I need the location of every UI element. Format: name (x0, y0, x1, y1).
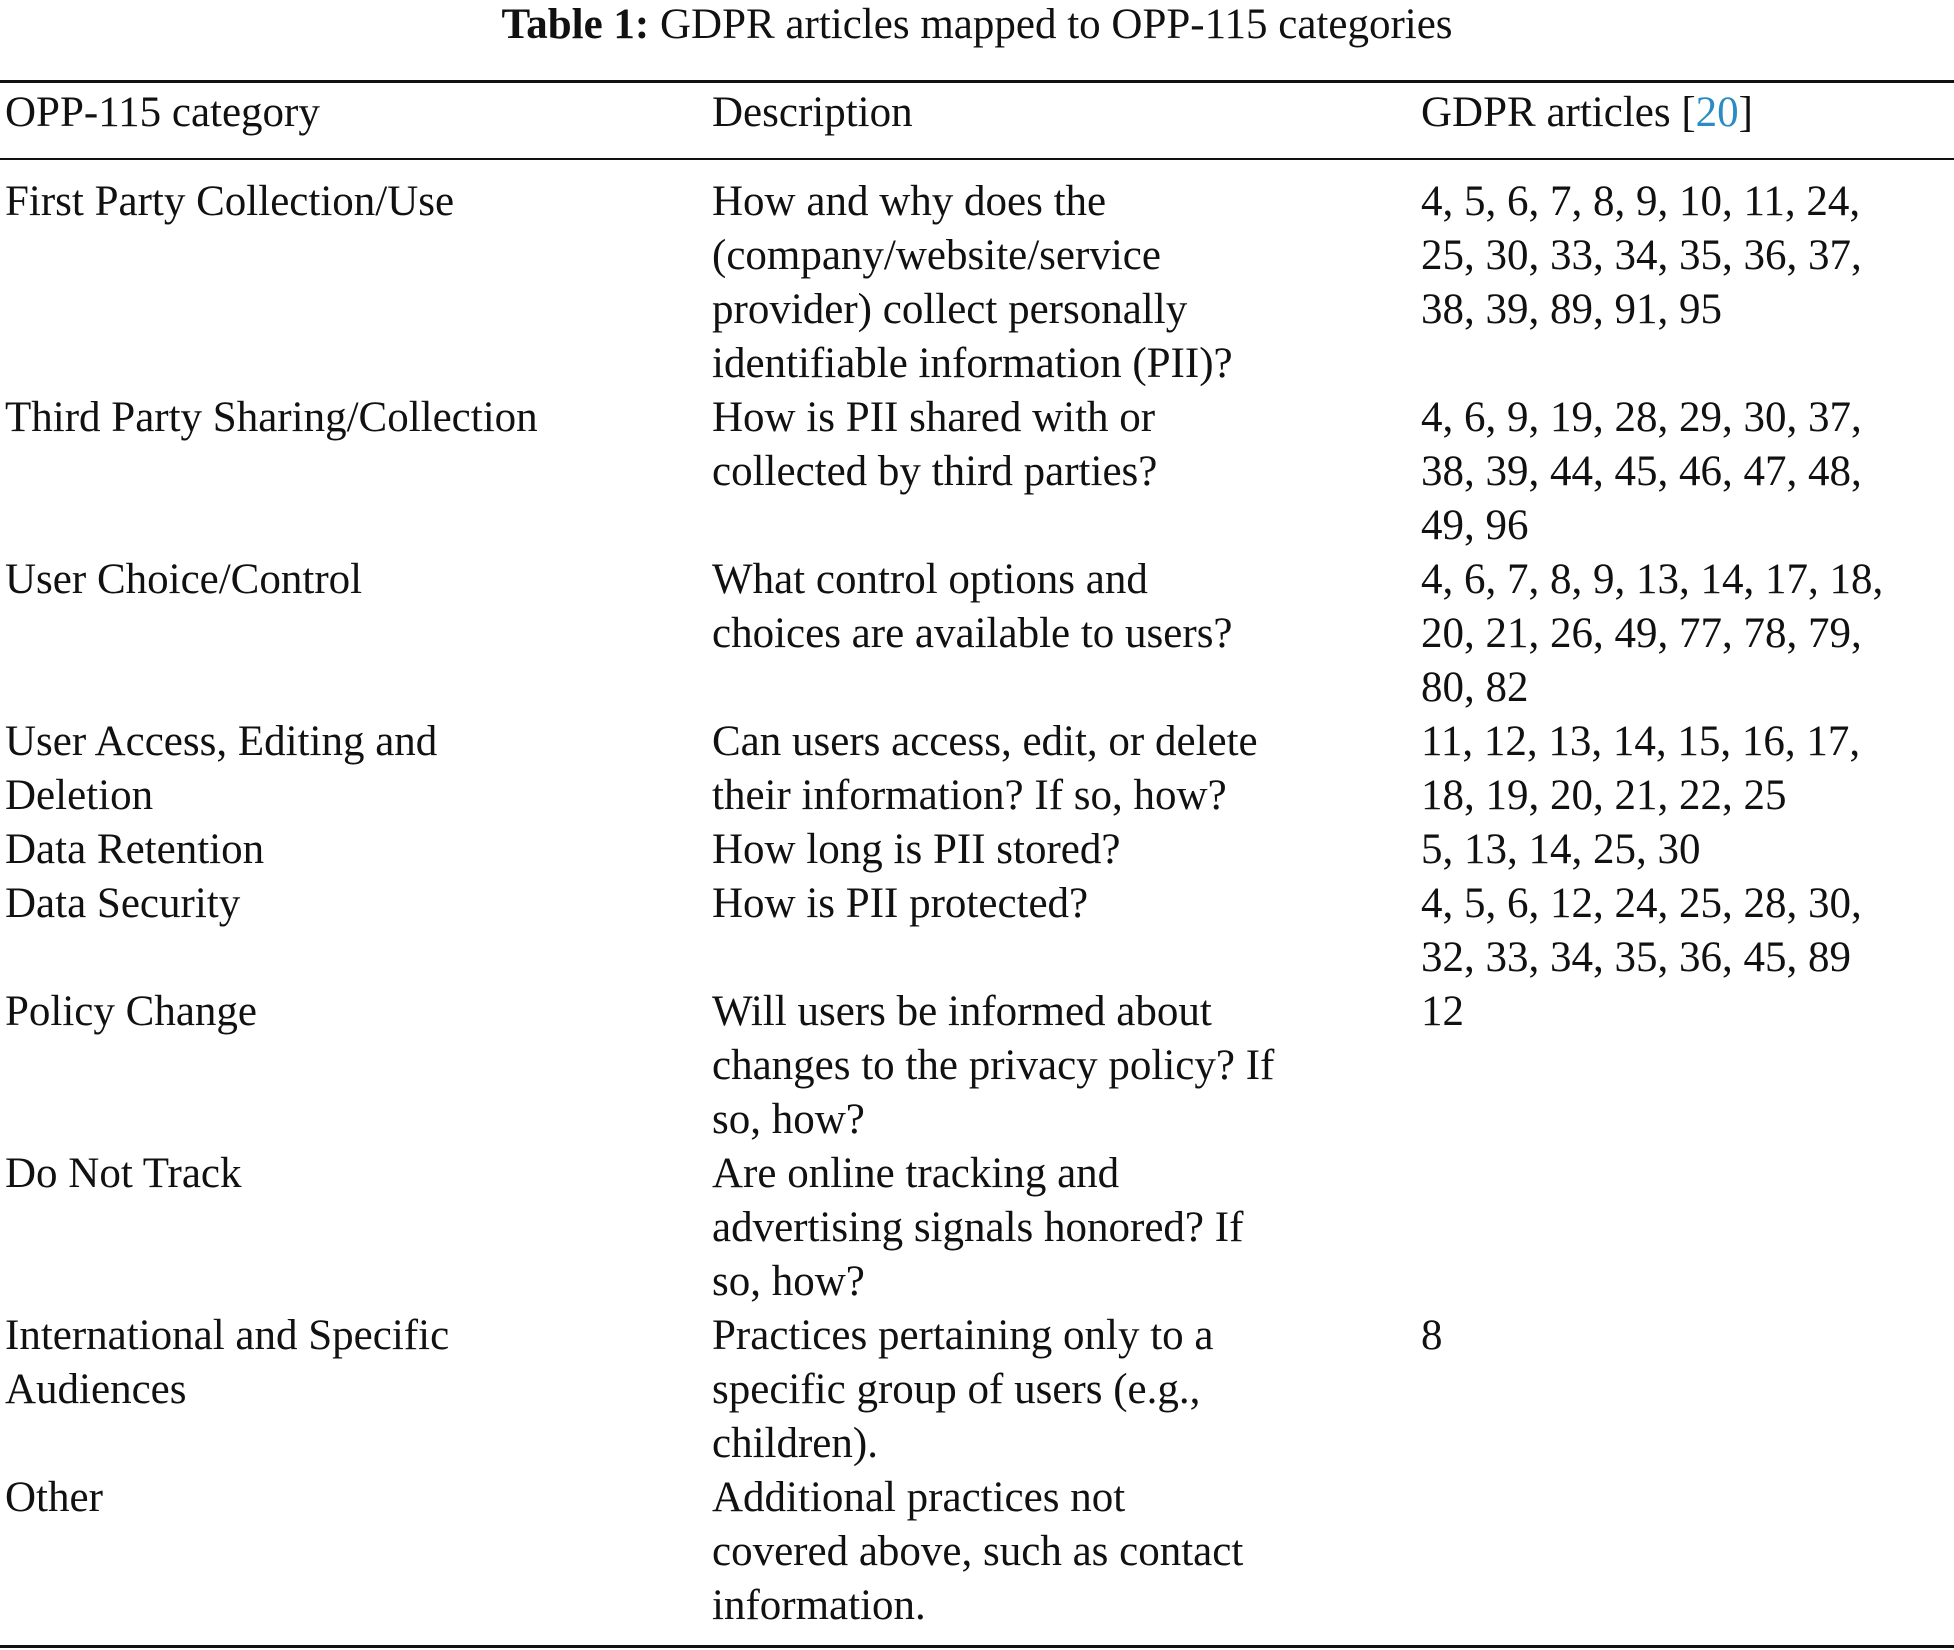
table-caption (0, 0, 1954, 58)
articles-cell-line: 12 (1421, 988, 1464, 1035)
table-row (0, 715, 1954, 823)
description-cell-line: so, how? (712, 1096, 865, 1143)
description-cell-line: covered above, such as contact (712, 1528, 1244, 1575)
category-cell-line: Data Retention (5, 826, 265, 873)
category-cell (5, 1309, 449, 1417)
category-cell (5, 877, 240, 931)
description-cell-line: How long is PII stored? (712, 826, 1121, 873)
description-cell-line: Practices pertaining only to a (712, 1312, 1214, 1359)
articles-cell (1421, 877, 1862, 985)
articles-cell-line: 4, 5, 6, 12, 24, 25, 28, 30, (1421, 880, 1862, 927)
description-cell-line: changes to the privacy policy? If (712, 1042, 1275, 1089)
category-cell (5, 553, 362, 607)
caption-label: Table 1: (501, 1, 650, 48)
category-cell-line: User Choice/Control (5, 556, 363, 603)
articles-cell (1421, 823, 1701, 877)
articles-cell-line: 49, 96 (1421, 502, 1529, 549)
category-cell (5, 1147, 242, 1201)
description-cell-line: Additional practices not (712, 1474, 1126, 1521)
category-cell-line: Do Not Track (5, 1150, 242, 1197)
articles-cell-line: 5, 13, 14, 25, 30 (1421, 826, 1701, 873)
description-cell-line: How is PII shared with or (712, 394, 1156, 441)
category-cell-line: International and Specific (5, 1312, 450, 1359)
header-gdpr-articles (1421, 86, 1753, 140)
description-cell-line: (company/website/service (712, 232, 1161, 279)
description-cell-line: so, how? (712, 1258, 865, 1305)
articles-cell (1421, 553, 1883, 715)
description-cell-line: How and why does the (712, 178, 1107, 225)
category-cell (5, 823, 264, 877)
table-header (0, 86, 1954, 156)
description-cell-line: collected by third parties? (712, 448, 1158, 495)
articles-cell-line: 32, 33, 34, 35, 36, 45, 89 (1421, 934, 1851, 981)
category-cell (5, 175, 454, 229)
category-cell (5, 1471, 103, 1525)
description-cell (712, 553, 1233, 661)
articles-cell-line: 80, 82 (1421, 664, 1529, 711)
description-cell-line: advertising signals honored? If (712, 1204, 1244, 1251)
description-cell (712, 877, 1088, 931)
table-row (0, 877, 1954, 985)
articles-cell-line: 20, 21, 26, 49, 77, 78, 79, (1421, 610, 1862, 657)
category-cell (5, 985, 257, 1039)
table-row (0, 1471, 1954, 1633)
header-gdpr-articles-close: ] (1738, 89, 1753, 136)
description-cell-line: children). (712, 1420, 878, 1467)
description-cell-line: Can users access, edit, or delete (712, 718, 1258, 765)
bottom-rule (0, 1645, 1954, 1648)
articles-cell-line: 38, 39, 89, 91, 95 (1421, 286, 1722, 333)
description-cell-line: choices are available to users? (712, 610, 1233, 657)
table-row (0, 985, 1954, 1147)
description-cell-line: Will users be informed about (712, 988, 1212, 1035)
header-category: OPP-115 category (5, 89, 320, 136)
articles-cell (1421, 175, 1862, 337)
description-cell-line: their information? If so, how? (712, 772, 1227, 819)
articles-cell (1421, 715, 1860, 823)
description-cell-line: provider) collect personally (712, 286, 1188, 333)
header-description: Description (712, 89, 913, 136)
caption-text: GDPR articles mapped to OPP-115 categories (659, 1, 1453, 48)
category-cell-line: Audiences (5, 1366, 187, 1413)
articles-cell-line: 8 (1421, 1312, 1443, 1359)
articles-cell-line: 4, 6, 9, 19, 28, 29, 30, 37, (1421, 394, 1862, 441)
citation-link[interactable]: 20 (1695, 89, 1739, 136)
category-cell-line: Other (5, 1474, 103, 1521)
category-cell-line: Deletion (5, 772, 154, 819)
description-cell-line: identifiable information (PII)? (712, 340, 1233, 387)
description-cell (712, 175, 1233, 391)
articles-cell-line: 4, 6, 7, 8, 9, 13, 14, 17, 18, (1421, 556, 1884, 603)
top-rule (0, 80, 1954, 83)
description-cell-line: specific group of users (e.g., (712, 1366, 1201, 1413)
table-body (0, 175, 1954, 1633)
description-cell-line: How is PII protected? (712, 880, 1089, 927)
description-cell (712, 1147, 1243, 1309)
table-row (0, 1309, 1954, 1471)
description-cell (712, 391, 1157, 499)
category-cell (5, 391, 538, 445)
description-cell (712, 823, 1120, 877)
articles-cell-line: 11, 12, 13, 14, 15, 16, 17, (1421, 718, 1861, 765)
description-cell-line: Are online tracking and (712, 1150, 1120, 1197)
description-cell (712, 1309, 1214, 1471)
description-cell-line: information. (712, 1582, 926, 1629)
articles-cell-line: 25, 30, 33, 34, 35, 36, 37, (1421, 232, 1862, 279)
description-cell-line: What control options and (712, 556, 1148, 603)
category-cell-line: Policy Change (5, 988, 257, 1035)
category-cell-line: Data Security (5, 880, 241, 927)
articles-cell (1421, 985, 1464, 1039)
category-cell-line: First Party Collection/Use (5, 178, 455, 225)
table-row (0, 553, 1954, 715)
articles-cell (1421, 391, 1862, 553)
header-rule (0, 158, 1954, 160)
table-row (0, 1147, 1954, 1309)
articles-cell-line: 38, 39, 44, 45, 46, 47, 48, (1421, 448, 1862, 495)
category-cell-line: Third Party Sharing/Collection (5, 394, 538, 441)
description-cell (712, 985, 1274, 1147)
description-cell (712, 715, 1258, 823)
articles-cell-line: 18, 19, 20, 21, 22, 25 (1421, 772, 1787, 819)
category-cell (5, 715, 437, 823)
table-row (0, 175, 1954, 391)
header-gdpr-articles-label: GDPR articles [ (1421, 89, 1696, 136)
articles-cell (1421, 1309, 1443, 1363)
category-cell-line: User Access, Editing and (5, 718, 438, 765)
articles-cell-line: 4, 5, 6, 7, 8, 9, 10, 11, 24, (1421, 178, 1861, 225)
description-cell (712, 1471, 1243, 1633)
table-row (0, 823, 1954, 877)
table-row (0, 391, 1954, 553)
